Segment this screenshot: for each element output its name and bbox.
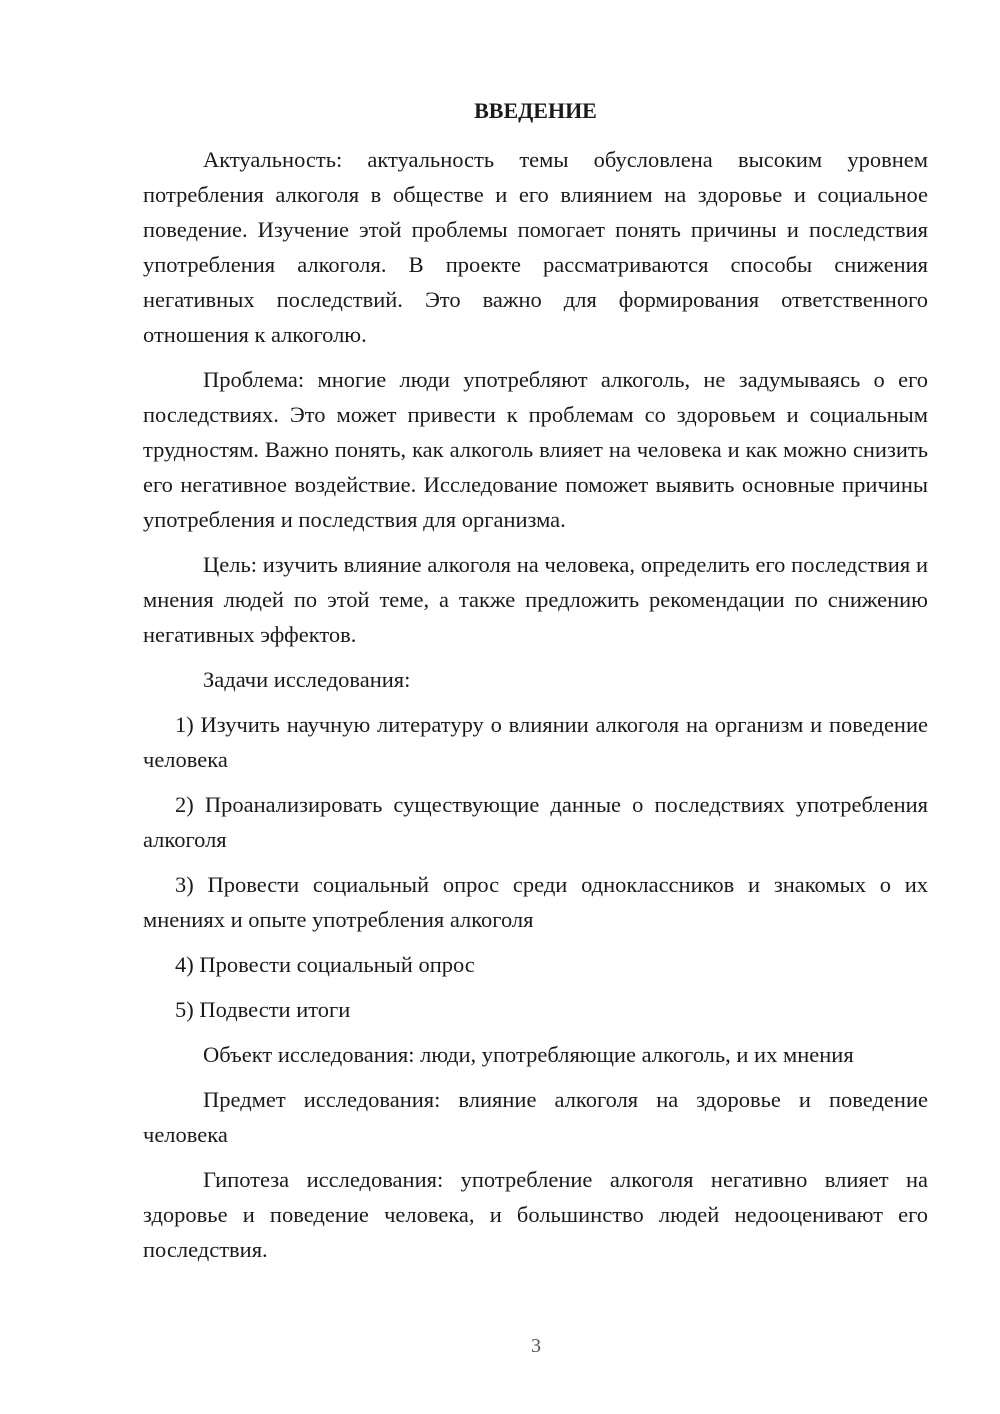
document-body (143, 142, 928, 1277)
task-item-4: 4) Провести социальный опрос (175, 952, 475, 977)
page-number: 3 (531, 1335, 541, 1357)
object-paragraph: Объект исследования: люди, употребляющие алкоголь, и их мнения (203, 1042, 854, 1067)
goal-paragraph: Цель: изучить влияние алкоголя на человека, определить его последствия и мнения людей по этой теме, а также предложить рекомендации по снижению негативных эффектов. (143, 552, 928, 647)
page-title: ВВЕДЕНИЕ (474, 98, 597, 123)
tasks-heading: Задачи исследования: (203, 667, 411, 692)
hypothesis-paragraph: Гипотеза исследования: употребление алкоголя негативно влияет на здоровье и поведение человека, и большинство людей недооценивают его последствия. (143, 1167, 928, 1262)
subject-paragraph: Предмет исследования: влияние алкоголя на здоровье и поведение человека (143, 1087, 928, 1147)
task-item-5: 5) Подвести итоги (175, 997, 351, 1022)
problem-paragraph: Проблема: многие люди употребляют алкоголь, не задумываясь о его последствиях. Это может привести к проблемам со здоровьем и социальным трудностям. Важно понять, как алкоголь влияет на человека и как можно снизить его негативное воздействие. Исследование поможет выявить основные причины употребления и последствия для организма. (143, 367, 928, 532)
relevance-paragraph: Актуальность: актуальность темы обусловлена высоким уровнем потребления алкоголя в обществе и его влиянием на здоровье и социальное поведение. Изучение этой проблемы помогает понять причины и последствия употребления алкоголя. В проекте рассматриваются способы снижения негативных последствий. Это важно для формирования ответственного отношения к алкоголю. (143, 147, 928, 347)
task-item-2: 2) Проанализировать существующие данные о последствиях употребления алкоголя (143, 792, 928, 852)
task-item-3: 3) Провести социальный опрос среди одноклассников и знакомых о их мнениях и опыте употребления алкоголя (143, 872, 928, 932)
task-item-1: 1) Изучить научную литературу о влиянии алкоголя на организм и поведение человека (143, 712, 928, 772)
